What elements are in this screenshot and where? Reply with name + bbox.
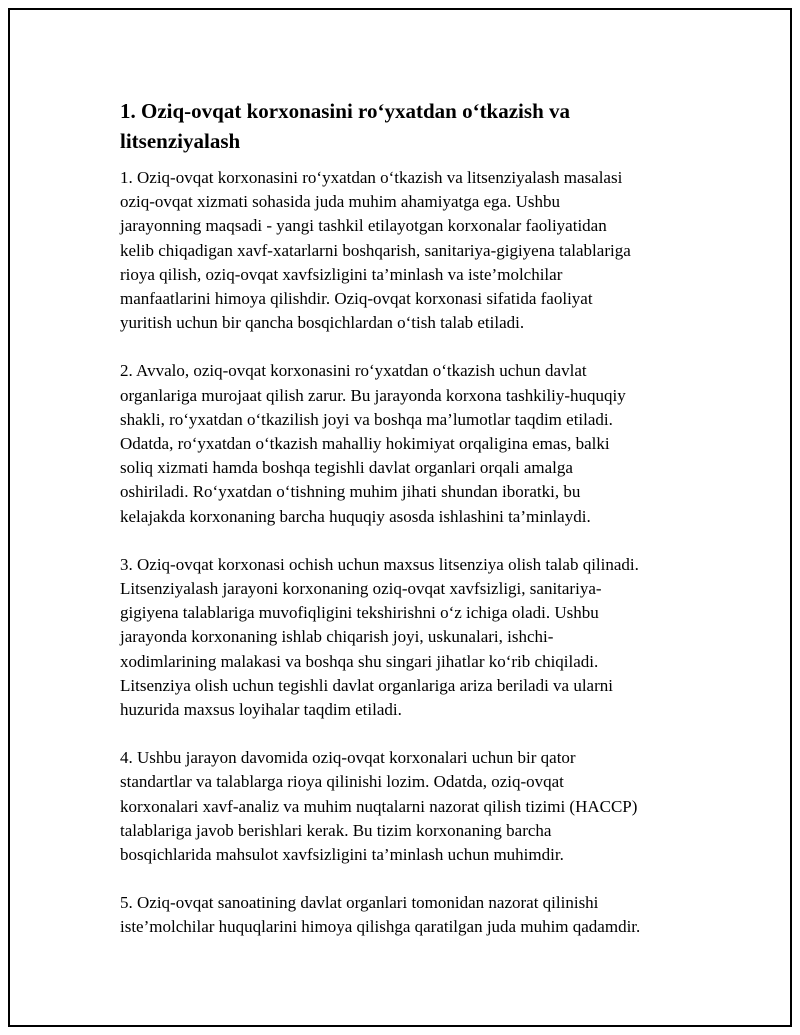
document-body — [120, 96, 710, 964]
paragraph-4: 4. Ushbu jarayon davomida oziq-ovqat korxonalari uchun bir qator standartlar va talablarga rioya qilinishi lozim. Odatda, oziq-ovqat korxonalari xavf-analiz va muhim nuqtalarni nazorat qilish tizimi (HACCP) talablariga javob berishlari kerak. Bu tizim korxonaning barcha bosqichlarida mahsulot xavfsizligini ta’minlash uchun muhimdir. — [120, 748, 638, 865]
page-frame — [8, 8, 792, 1027]
paragraph-2: 2. Avvalo, oziq-ovqat korxonasini ro‘yxatdan o‘tkazish uchun davlat organlariga murojaat qilish zarur. Bu jarayonda korxona tashkiliy-huquqiy shakli, ro‘yxatdan o‘tkazilish joyi va boshqa ma’lumotlar taqdim etiladi. Odatda, ro‘yxatdan o‘tkazish mahalliy hokimiyat orqaligina emas, balki soliq xizmati hamda boshqa tegishli davlat organlari orqali amalga oshiriladi. Ro‘yxatdan o‘tishning muhim jihati shundan iboratki, bu kelajakda korxonaning barcha huquqiy asosda ishlashini ta’minlaydi. — [120, 361, 626, 526]
document-title: 1. Oziq-ovqat korxonasini ro‘yxatdan o‘tkazish va litsenziyalash — [120, 99, 570, 153]
paragraph-3: 3. Oziq-ovqat korxonasi ochish uchun maxsus litsenziya olish talab qilinadi. Litsenziyalash jarayoni korxonaning oziq-ovqat xavfsizligi, sanitariya- gigiyena talablariga muvofiqligini tekshirishni o‘z ichiga oladi. Ushbu jarayonda korxonaning ishlab chiqarish joyi, uskunalari, ishchi- xodimlarining malakasi va boshqa shu singari jihatlar ko‘rib chiqiladi. Litsenziya olish uchun tegishli davlat organlariga ariza beriladi va ularni huzurida maxsus loyihalar taqdim etiladi. — [120, 554, 639, 720]
paragraph-5: 5. Oziq-ovqat sanoatining davlat organlari tomonidan nazorat qilinishi iste’molchilar huquqlarini himoya qilishga qaratilgan juda muhim qadamdir. — [120, 893, 641, 937]
paragraph-1: 1. Oziq-ovqat korxonasini ro‘yxatdan o‘tkazish va litsenziyalash masalasi oziq-ovqat xizmati sohasida juda muhim ahamiyatga ega. Ushbu jarayonning maqsadi - yangi tashkil etilayotgan korxonalar faoliyatidan kelib chiqadigan xavf-xatarlarni boshqarish, sanitariya-gigiyena talablariga rioya qilish, oziq-ovqat xavfsizligini ta’minlash va iste’molchilar manfaatlarini himoya qilishdir. Oziq-ovqat korxonasi sifatida faoliyat yuritish uchun bir qancha bosqichlardan o‘tish talab etiladi. — [120, 168, 631, 333]
